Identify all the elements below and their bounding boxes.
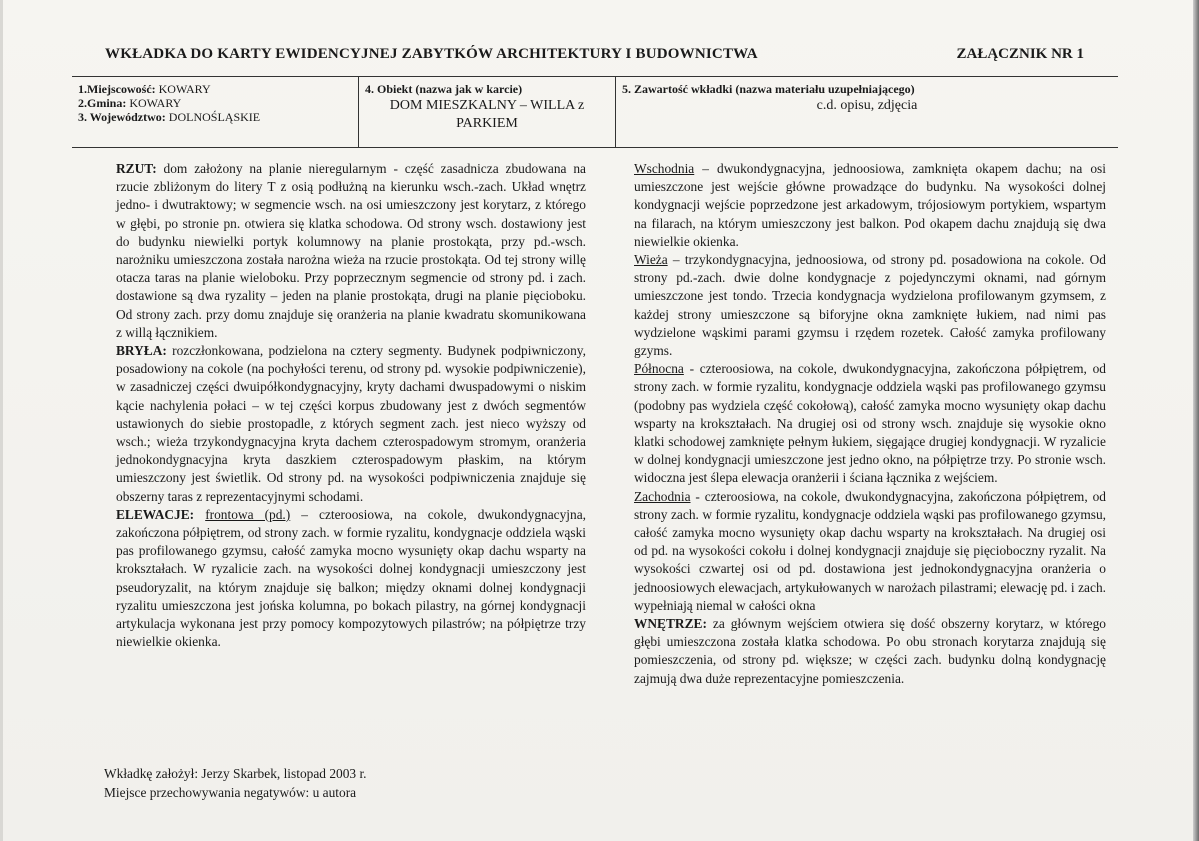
wschodnia-label: Wschodnia	[634, 161, 695, 176]
attachment-number: ZAŁĄCZNIK NR 1	[956, 46, 1084, 62]
rzut-text: dom założony na planie nieregularnym - część zasadnicza zbudowana na rzucie zbliżonym do litery T z osią podłużną na kierunku wsch.-zach. Układ wnętrz jedno- i dwutraktowy; w segmencie wsch. na osi umieszczony jest korytarz, z którego w głębi, po stronie pn. otwiera się klatka schodowa. Od strony wsch. dostawiony jest do budynku niewielki portyk kolumnowy na planie prostokąta, przy pd.-wsch. narożniku umieszczona została narożna wieża na rzucie prostokąta. Od tej strony willę otacza taras na planie wieloboku. Przy poprzecznym segmencie od strony pd. i zach. dostawione są dwa ryzality – jeden na planie prostokąta, drugi na planie pięcioboku. Od strony zach. przy domu znajduje się oranżeria na planie kwadratu skomunikowana z willą łącznikiem.	[116, 161, 586, 340]
section-zachodnia	[634, 488, 1106, 615]
header-table	[72, 76, 1118, 148]
locality-label: 1.Miejscowość:	[78, 82, 156, 96]
voivodeship-label: 3. Województwo:	[78, 110, 166, 124]
rzut-heading: RZUT:	[116, 161, 157, 176]
commune-value: KOWARY	[129, 96, 182, 110]
section-wnetrze	[634, 615, 1106, 688]
voivodeship-value: DOLNOŚLĄSKIE	[168, 110, 261, 124]
section-rzut	[116, 160, 586, 342]
elewacja-frontowa-label: frontowa (pd.)	[205, 506, 291, 522]
section-bryla	[116, 342, 586, 506]
section-elewacje	[116, 506, 586, 652]
wschodnia-text: – dwukondygnacyjna, jednoosiowa, zamknięta okapem dachu; na osi umieszczone jest wejście główne prowadzące do budynku. Na wysokości dolnej kondygnacji wejście poprzedzone jest arkadowym, trójosiowym portykiem, wspartym na filarach, na którym umieszczony jest balkon. Pod okapem dachu znajdują się dwa niewielkie okienka.	[634, 161, 1106, 249]
right-column	[634, 160, 1106, 688]
wnetrze-heading: WNĘTRZE:	[634, 616, 707, 632]
polnocna-label: Północna	[634, 361, 684, 377]
storage-line: Miejsce przechowywania negatywów: u autora	[104, 784, 357, 800]
content-value: c.d. opisu, zdjęcia	[816, 98, 918, 113]
wieza-text: – trzykondygnacyjna, jednoosiowa, od strony pd. posadowiona na cokole. Od strony pd.-zach. dwie dolne kondygnacje z pojedynczymi oknami, nad górnym umieszczone jest tondo. Trzecia kondygnacja wydzielona profilowanym gzymsem, z każdej strony umieszczone są biforyjne okna zamknięte łukiem, nad nimi pas wydzielone wąskimi parami gzymsu i rzędem rozetek. Całość zamyka profilowany gzyms.	[634, 252, 1106, 359]
location-cell	[72, 77, 359, 147]
zachodnia-label: Zachodnia	[634, 488, 691, 504]
scan-left-edge	[0, 0, 3, 841]
elewacje-heading: ELEWACJE:	[116, 506, 195, 522]
scan-right-edge	[1193, 0, 1199, 841]
left-column	[116, 160, 586, 651]
wnetrze-text: za głównym wejściem otwiera się dość obszerny korytarz, w którego głębi umieszczona została klatka schodowa. Po obu stronach korytarza znajdują się pomieszczenia, od strony pd. większe; w części zach. budynku dolną kondygnację zajmują dwa duże reprezentacyjne pomieszczenia.	[634, 616, 1106, 686]
zachodnia-text: - czteroosiowa, na cokole, dwukondygnacyjna, zakończona półpiętrem, od strony zach. w formie ryzalitu, kondygnacje oddziela wąski pas profilowanego gzymsu, całość zamyka mocno wysunięty okap dachu wsparty na krokształach. Na drugiej osi od pd. na wysokości cokołu i dolnej kondygnacji znajduje się pięcioboczny ryzalit. Na wysokości czwartej osi od pd. dostawiona jest jednokondygnacyjna oranżeria o jednoosiowych elewacjach, artykułowanych w narożach pilastrami; elewację pd. i zach. wypełniają niemal w całości okna	[634, 488, 1106, 613]
commune-label: 2.Gmina:	[78, 96, 127, 110]
object-cell	[359, 77, 616, 147]
content-cell	[616, 77, 1118, 147]
polnocna-text: - czteroosiowa, na cokole, dwukondygnacyjna, zakończona półpiętrem, od strony zach. w formie ryzalitu, kondygnacje oddziela wąski pas profilowanego gzymsu (podobny pas wydziela część cokołową), całość zamyka mocno wysunięty okap dachu wsparty na krokształach. Na drugiej osi od strony wsch. znajduje się wysokie okno klatki schodowej zamknięte pełnym łukiem, sięgające drugiej kondygnacji. W ryzalicie w dolnej kondygnacji umieszczone jest jedno okno, na półpiętrze trzy. Po stronie wsch. widoczna jest ślepa elewacja oranżerii i ściana łącznika z wejściem.	[634, 361, 1106, 486]
author-line: Wkładkę założył: Jerzy Skarbek, listopad 2003 r.	[104, 766, 367, 781]
wieza-label: Wieża	[634, 252, 668, 268]
bryla-heading: BRYŁA:	[116, 343, 167, 359]
section-wieza	[634, 251, 1106, 360]
object-value-line1: DOM MIESZKALNY – WILLA z	[389, 98, 585, 113]
section-polnocna	[634, 360, 1106, 487]
footer	[104, 765, 367, 802]
content-label: 5. Zawartość wkładki (nazwa materiału uzupełniającego)	[622, 82, 915, 96]
elewacja-frontowa-text: – czteroosiowa, na cokole, dwukondygnacyjna, zakończona półpiętrem, od strony zach. w formie ryzalitu, kondygnacje oddziela wąski pas profilowanego gzymsu, całość zamyka mocno wysunięty okap dachu wsparty na krokształach. W ryzalicie zach. na wysokości dolnej kondygnacji umieszczony jest pseudoryzalit, na którym znajduje się balkon; między oknami dolnej kondygnacji ryzalitu umieszczona jest jońska kolumna, po bokach pilastry, na górnej kondygnacji artykulacja wykonana jest przy pomocy kompozytowych pilastrów; na półpiętrze trzy niewielkie okienka.	[116, 506, 587, 650]
section-wschodnia	[634, 160, 1106, 251]
bryla-text: rozczłonkowana, podzielona na cztery segmenty. Budynek podpiwniczony, posadowiony na cokole (na pochyłości terenu, od strony pd. wysokie podpiwniczenie), w zasadniczej części dwuipółkondygnacyjny, kryty dachami dwuspadowymi o niskim kącie nachylenia połaci – w tej części korpus zbudowany jest z dwóch segmentów ustawionych do siebie prostopadle, z których segment zach. jest nieco wyższy od wsch.; wieża trzykondygnacyjna kryta dachem czterospadowym stromym, oranżeria jednokondygnacyjna kryta daszkiem czterospadowym płaskim, na którym umieszczony jest świetlik. Od strony pd. na wysokości podpiwniczenia znajduje się obszerny taras z reprezentacyjnymi schodami.	[116, 343, 586, 504]
object-label: 4. Obiekt (nazwa jak w karcie)	[365, 82, 523, 96]
document-title: WKŁADKA DO KARTY EWIDENCYJNEJ ZABYTKÓW ARCHITEKTURY I BUDOWNICTWA	[105, 46, 758, 62]
locality-value: KOWARY	[158, 82, 211, 96]
object-value-line2: PARKIEM	[456, 116, 518, 131]
